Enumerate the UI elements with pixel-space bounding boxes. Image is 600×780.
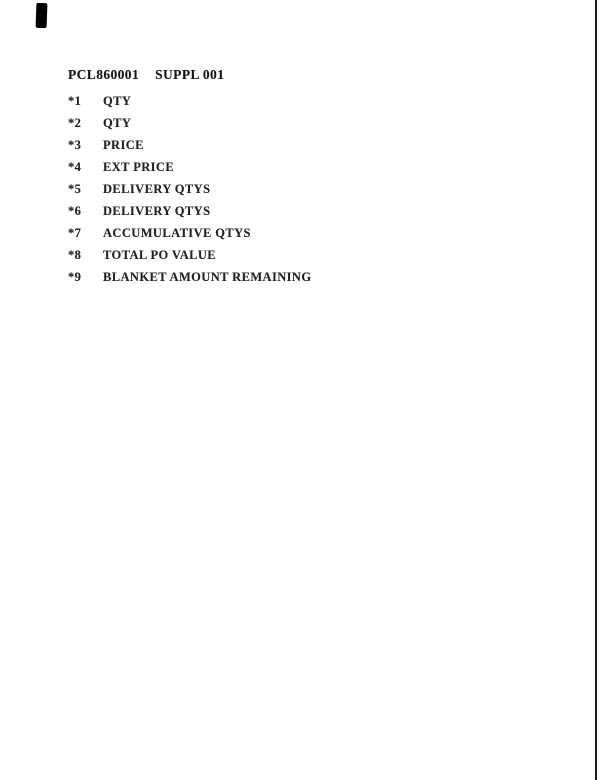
item-number: *3 (68, 138, 82, 152)
item-number: *2 (68, 116, 82, 130)
scan-artifact-mark (36, 3, 48, 28)
list-item (68, 222, 548, 244)
item-number: *6 (68, 204, 82, 218)
item-label: QTY (103, 116, 132, 130)
item-number: *8 (68, 248, 82, 262)
item-number: *4 (68, 160, 82, 174)
document-content (68, 67, 548, 288)
item-label: ACCUMULATIVE QTYS (103, 226, 251, 240)
item-label: BLANKET AMOUNT REMAINING (103, 270, 312, 284)
item-label: DELIVERY QTYS (103, 204, 211, 218)
list-item (68, 244, 548, 266)
item-number: *5 (68, 182, 82, 196)
document-code: PCL860001 (68, 67, 140, 82)
supplement-number: SUPPL 001 (155, 67, 225, 82)
item-label: TOTAL PO VALUE (103, 248, 217, 262)
list-item (68, 266, 548, 288)
item-label: DELIVERY QTYS (103, 182, 211, 196)
document-header (68, 67, 548, 83)
field-definition-list (68, 90, 548, 288)
list-item (68, 90, 548, 112)
item-number: *9 (68, 270, 82, 284)
list-item (68, 134, 548, 156)
item-label: PRICE (103, 138, 144, 152)
item-number: *1 (68, 94, 82, 108)
list-item (68, 200, 548, 222)
item-label: QTY (103, 94, 132, 108)
list-item (68, 156, 548, 178)
list-item (68, 112, 548, 134)
page-edge-line (595, 0, 597, 780)
item-label: EXT PRICE (103, 160, 175, 174)
list-item (68, 178, 548, 200)
item-number: *7 (68, 226, 82, 240)
